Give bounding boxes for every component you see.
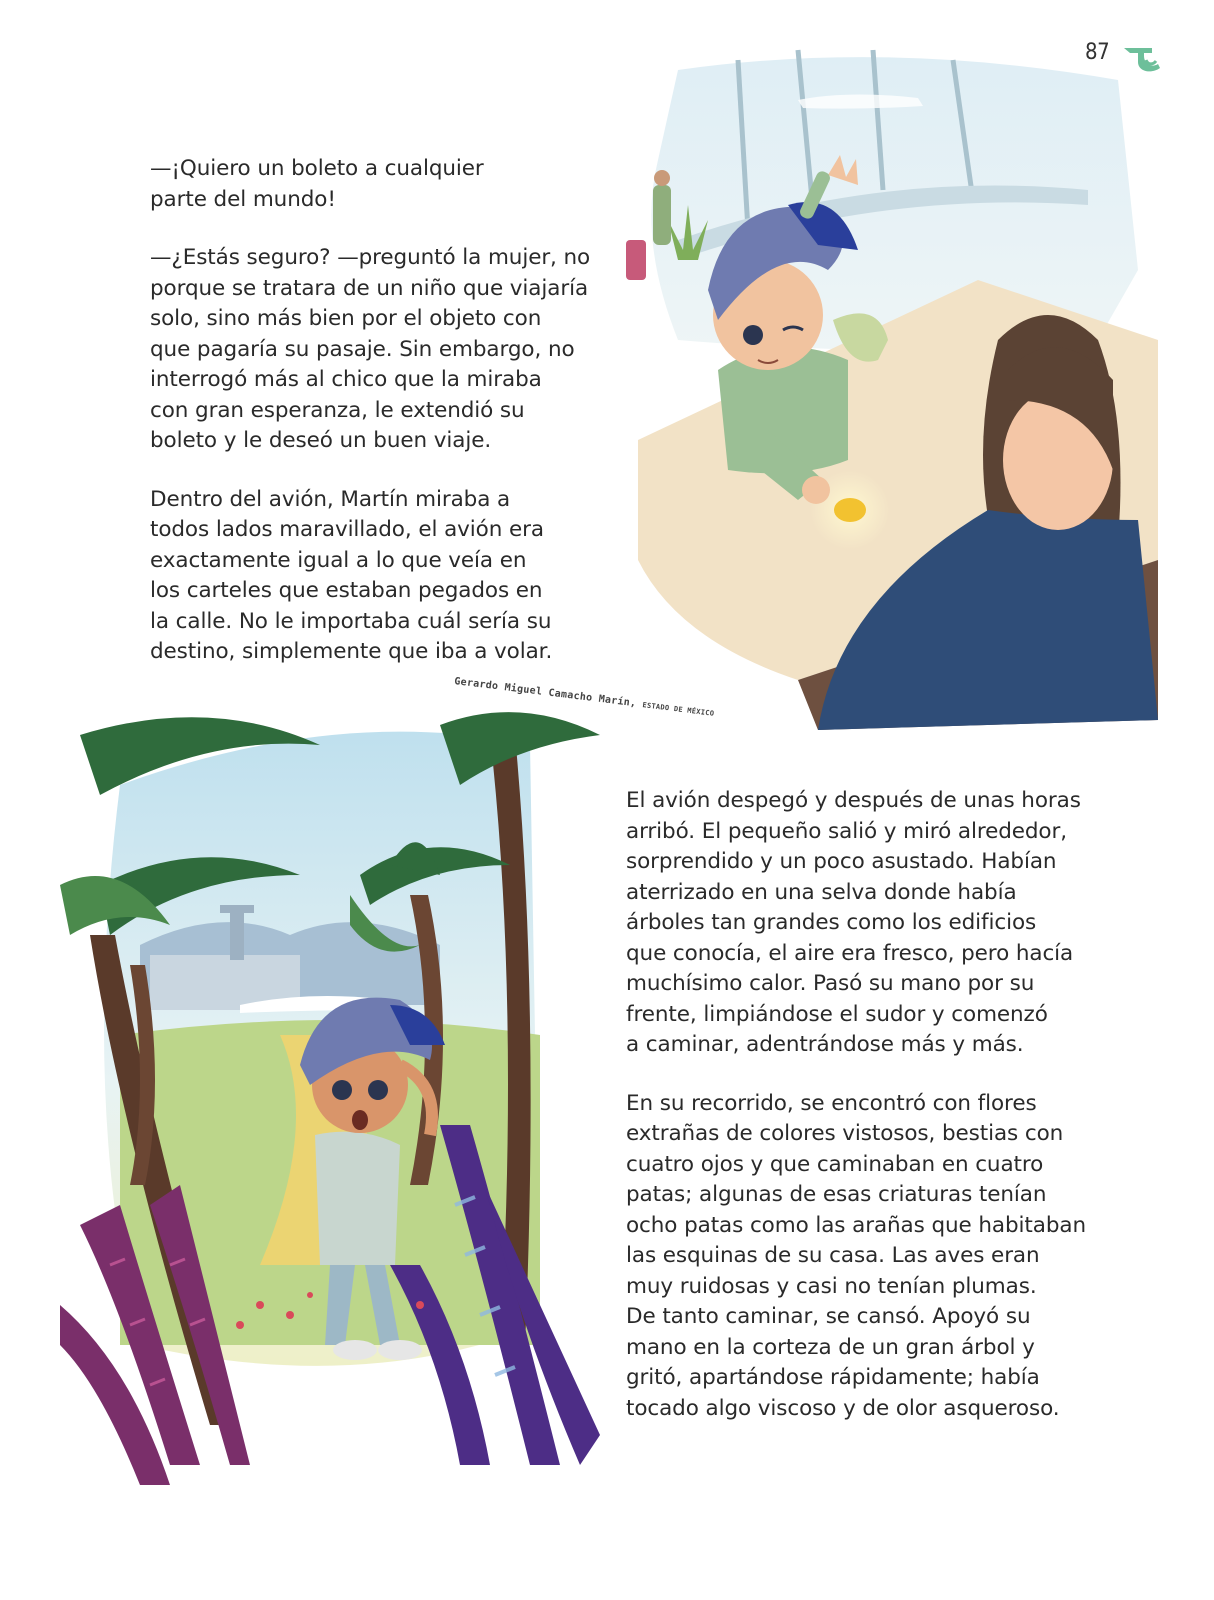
jungle-boy-illustration xyxy=(60,705,620,1505)
page-number: 87 xyxy=(1085,40,1110,65)
paragraph: —¿Estás seguro? —preguntó la mujer, no porque se tratara de un niño que viajaría solo, sino más bien por el objeto con que pagaría su pasaje. Sin embargo, no interrogó más al chico que la miraba con gran esperanza, le extendió su boleto y le deseó un buen viaje. xyxy=(150,245,591,453)
story-text-top xyxy=(150,154,610,668)
airport-ticket-illustration xyxy=(618,40,1158,740)
paragraph: El avión despegó y después de unas horas arribó. El pequeño salió y miró alrededor, sorprendido y un poco asustado. Habían aterrizado en una selva donde había árboles tan grandes como los edificios que conocía, el aire era fresco, pero hacía muchísimo calor. Pasó su mano por su frente, limpiándose el sudor y comenzó a caminar, adentrándose más y más. xyxy=(626,788,1081,1057)
paragraph: Dentro del avión, Martín miraba a todos lados maravillado, el avión era exactamente igual a lo que veía en los carteles que estaban pegados en la calle. No le importaba cuál sería su destino, simplemente que iba a volar. xyxy=(150,486,553,664)
story-text-bottom xyxy=(626,786,1126,1424)
paragraph: En su recorrido, se encontró con flores extrañas de colores vistosos, bestias con cuatro ojos y que caminaban en cuatro patas; algunas de esas criaturas tenían ocho patas como las arañas que habitaban las esquinas de su casa. Las aves eran muy ruidosas y casi no tenían plumas. De tanto caminar, se cansó. Apoyó su mano en la corteza de un gran árbol y gritó, apartándose rápidamente; había tocado algo viscoso y de olor asqueroso. xyxy=(626,1090,1086,1421)
credit-author: Gerardo Miguel Camacho Marín, xyxy=(453,676,637,710)
paragraph: —¡Quiero un boleto a cualquier parte del mundo! xyxy=(150,156,484,212)
credit-place: ESTADO DE MÉXICO xyxy=(641,701,715,718)
